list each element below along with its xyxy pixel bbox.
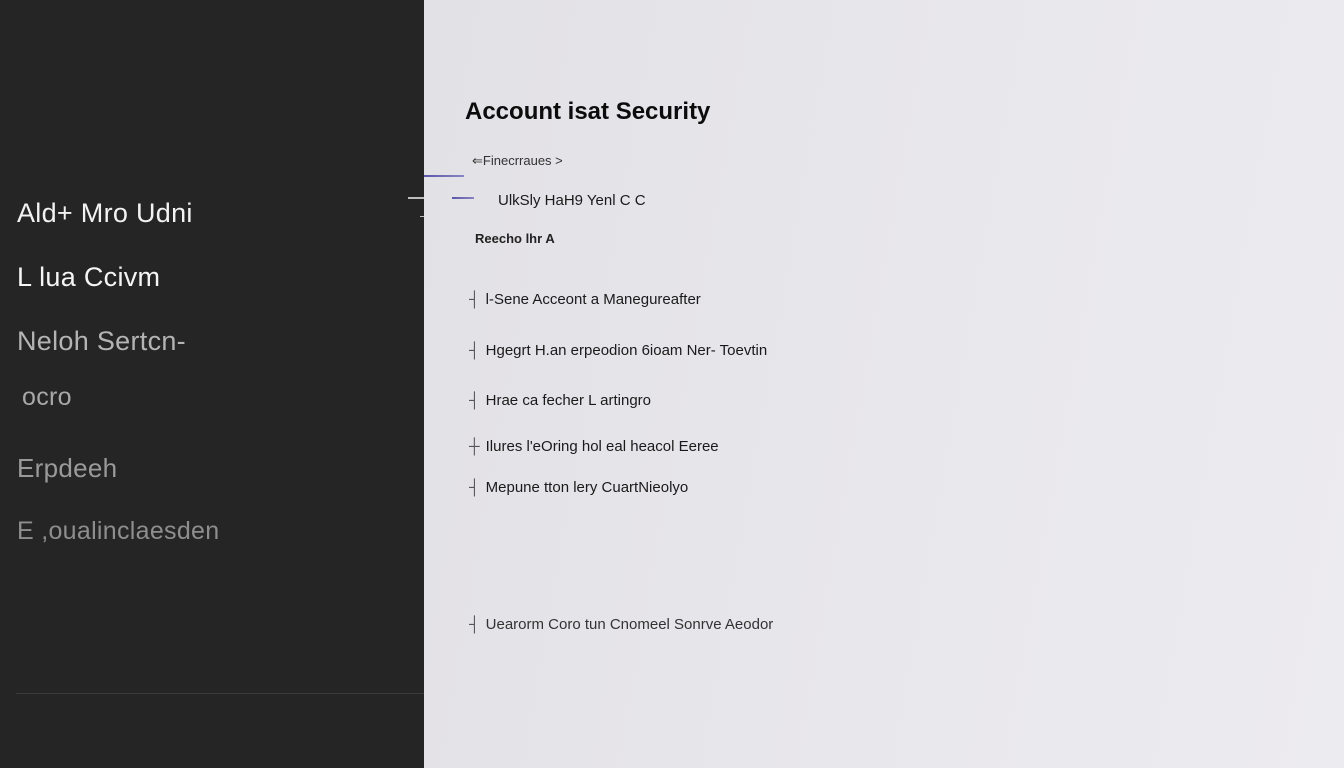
list-item-label: l-Sene Acceont a Manegureafter xyxy=(485,291,701,308)
list-item[interactable] xyxy=(469,342,767,359)
main-panel xyxy=(424,0,1344,768)
active-indicator xyxy=(452,197,474,199)
sidebar-item-1[interactable]: Ald+ Mro Udni xyxy=(17,198,193,228)
tick-icon: ┤ xyxy=(469,342,480,359)
active-indicator xyxy=(424,175,464,177)
user-row[interactable]: UlkSly HaH9 Yenl C C xyxy=(498,192,646,209)
list-item-label: Ilures l'eOring hol eal heacol Eeree xyxy=(485,438,719,455)
sidebar-item-6[interactable]: E ,oualinclaesden xyxy=(17,517,220,545)
back-arrow-icon: ⇐ xyxy=(472,153,483,168)
tick-icon: ┼ xyxy=(469,438,480,455)
list-item[interactable] xyxy=(469,392,651,409)
footer-item[interactable] xyxy=(469,616,773,633)
page-title: Account isat Security xyxy=(465,98,711,125)
footer-item-label: Uearorm Coro tun Cnomeel Sonrve Aeodor xyxy=(485,616,774,633)
list-item[interactable] xyxy=(469,438,719,455)
sidebar-divider xyxy=(16,693,424,694)
sidebar xyxy=(0,0,424,768)
tick-icon: ┤ xyxy=(469,291,480,308)
tick-icon: ┤ xyxy=(469,392,480,409)
breadcrumb-label: Finecrraues > xyxy=(482,153,563,168)
sidebar-item-5[interactable]: Erpdeeh xyxy=(17,453,118,483)
list-item[interactable] xyxy=(469,479,688,496)
breadcrumb[interactable] xyxy=(472,153,563,169)
tick-icon: ┤ xyxy=(469,479,480,496)
tick-icon: ┤ xyxy=(469,616,480,633)
sidebar-item-3[interactable]: Neloh Sertcn- xyxy=(17,326,186,356)
list-item-label: Mepune tton lery CuartNieolyo xyxy=(485,479,689,496)
sidebar-item-4[interactable]: ocro xyxy=(22,383,72,411)
sub-label: Reecho lhr A xyxy=(475,231,555,246)
list-item[interactable] xyxy=(469,291,701,308)
list-item-label: Hgegrt H.an erpeodion 6ioam Ner- Toevtin xyxy=(485,342,768,359)
sidebar-item-2[interactable]: L lua Ccivm xyxy=(17,262,161,292)
list-item-label: Hrae ca fecher L artingro xyxy=(485,392,651,409)
